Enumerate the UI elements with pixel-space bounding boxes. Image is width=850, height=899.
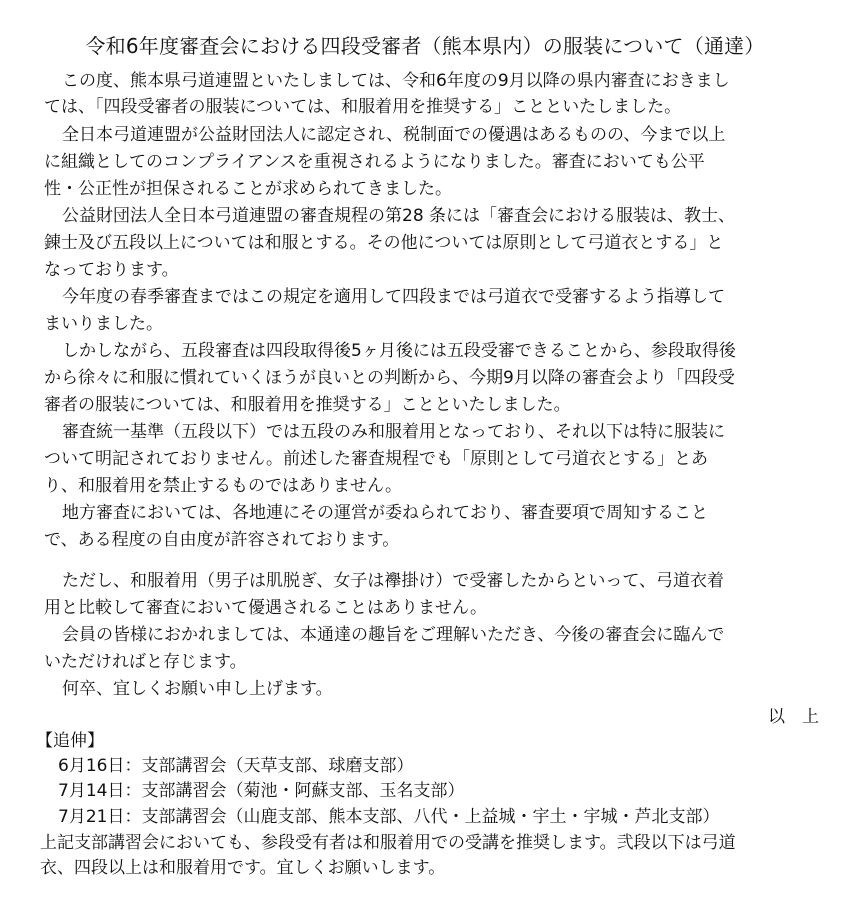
postscript-heading: 【追伸】 xyxy=(36,731,104,751)
body-line: 錬士及び五段以上については和服とする。その他については原則として弓道衣とする」と xyxy=(44,233,724,253)
body-line: しかしながら、五段審査は四段取得後5ヶ月後には五段受審できることから、参段取得後 xyxy=(62,341,736,361)
document-title: 令和6年度審査会における四段受審者（熊本県内）の服装について（通達） xyxy=(85,34,765,58)
body-line: 地方審査においては、各地連にその運営が委ねられており、審査要項で周知すること xyxy=(62,503,708,523)
body-line: り、和服着用を禁止するものではありません。 xyxy=(44,476,403,496)
body-line: まいりました。 xyxy=(44,314,163,334)
body-line: 会員の皆様におかれましては、本通達の趣旨をご理解いただき、今後の審査会に臨んで xyxy=(62,625,725,645)
body-line: ては、「四段受審者の服装については、和服着用を推奨する」ことといたしました。 xyxy=(44,97,682,117)
body-line: いただければと存じます。 xyxy=(44,652,247,672)
body-line: 何卒、宜しくお願い申し上げます。 xyxy=(62,679,333,699)
body-line: に組織としてのコンプライアンスを重視されるようになりました。審査においても公平 xyxy=(44,152,705,172)
body-line: から徐々に和服に慣れていくほうが良いとの判断から、今期9月以降の審査会より「四段受 xyxy=(44,368,735,388)
body-line: 全日本弓道連盟が公益財団法人に認定され、税制面での優遇はあるものの、今まで以上 xyxy=(62,125,726,145)
body-line: この度、熊本県弓道連盟といたしましては、令和6年度の9月以降の県内審査におきまし xyxy=(62,71,730,91)
body-line: 今年度の春季審査まではこの規定を適用して四段までは弓道衣で受審するよう指導して xyxy=(62,287,725,307)
schedule-item: 6月16日：支部講習会（天草支部、球磨支部） xyxy=(58,756,414,776)
schedule-item: 7月14日：支部講習会（菊池・阿蘇支部、玉名支部） xyxy=(58,781,465,801)
body-line: 性・公正性が担保されることが求められてきました。 xyxy=(44,179,452,199)
closing-mark: 以 上 xyxy=(768,707,819,727)
body-line: 審者の服装については、和服着用を推奨する」ことといたしました。 xyxy=(44,395,571,415)
body-line: ただし、和服着用（男子は肌脱ぎ、女子は襷掛け）で受審したからといって、弓道衣着 xyxy=(62,571,724,591)
schedule-item: 7月21日：支部講習会（山鹿支部、熊本支部、八代・上益城・宇土・宇城・芦北支部） xyxy=(58,807,720,827)
postscript-note-line: 衣、四段以上は和服着用です。宜しくお願いします。 xyxy=(40,858,446,878)
postscript-note-line: 上記支部講習会においても、参段受有者は和服着用での受講を推奨します。弐段以下は弓道 xyxy=(40,833,736,853)
body-line: 審査統一基準（五段以下）では五段のみ和服着用となっており、それ以下は特に服装に xyxy=(62,422,725,442)
body-line: なっております。 xyxy=(44,260,179,280)
body-line: 用と比較して審査において優遇されることはありません。 xyxy=(44,598,488,618)
body-line: 公益財団法人全日本弓道連盟の審査規程の第28 条には「審査会における服装は、教士、 xyxy=(62,206,736,226)
body-line: で、ある程度の自由度が許容されております。 xyxy=(44,530,400,550)
body-line: ついて明記されておりません。前述した審査規程でも「原則として弓道衣とする」とあ xyxy=(44,449,709,469)
